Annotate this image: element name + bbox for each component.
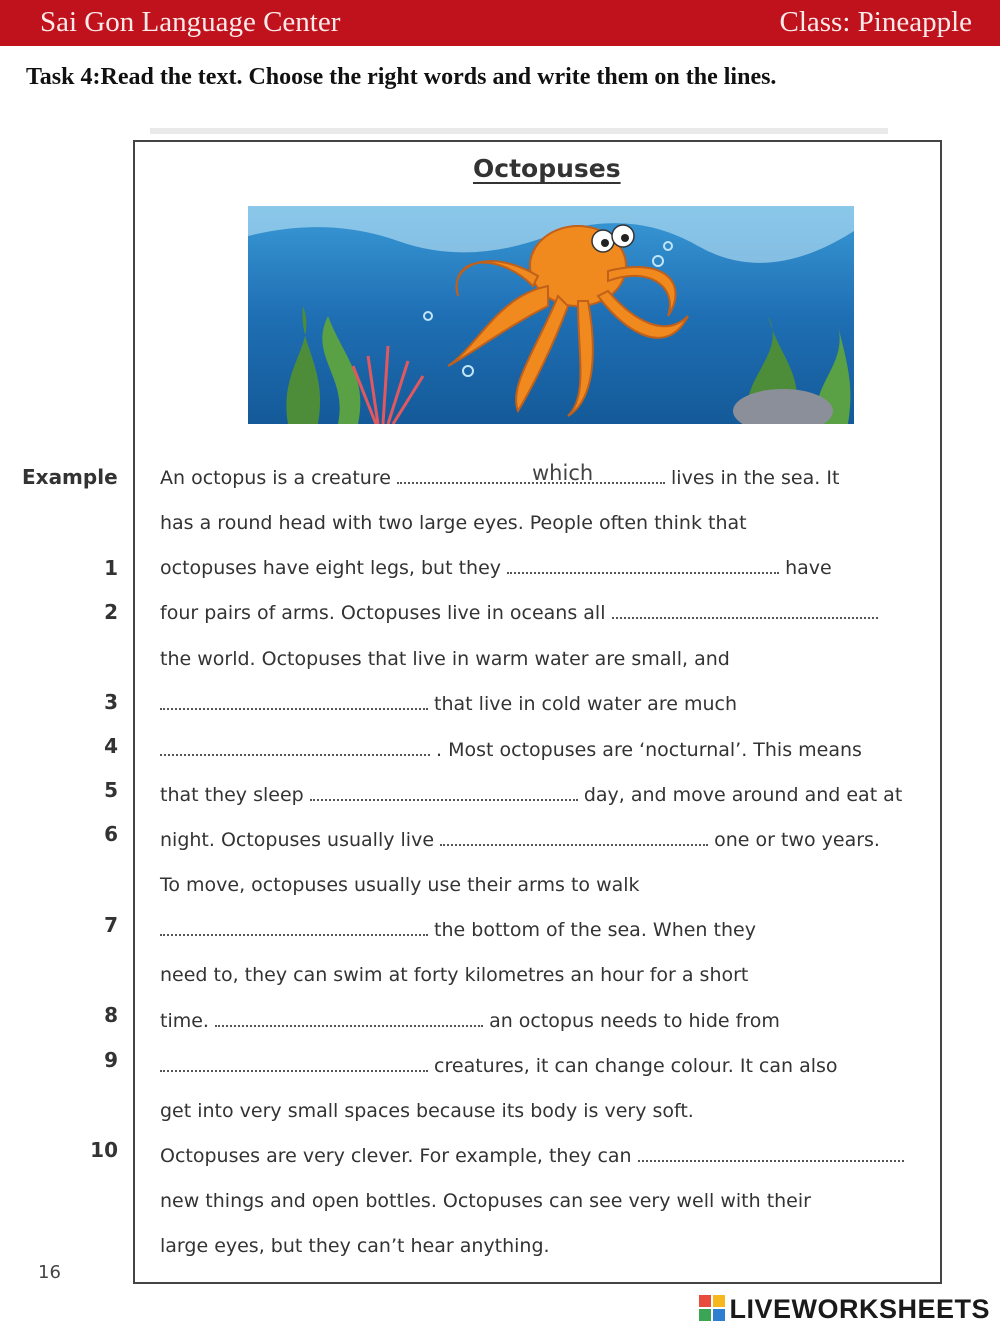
question-number: 1 xyxy=(104,556,118,580)
answer-blank[interactable] xyxy=(160,920,428,936)
answer-blank[interactable] xyxy=(507,558,779,574)
question-number: 2 xyxy=(104,600,118,624)
example-answer: which xyxy=(532,461,594,485)
question-number: 10 xyxy=(90,1138,118,1162)
task-instruction: Task 4:Read the text. Choose the right words and write them on the lines. xyxy=(26,64,777,90)
answer-blank[interactable] xyxy=(310,785,578,801)
page-number: 16 xyxy=(38,1262,61,1283)
question-number: 3 xyxy=(104,690,118,714)
question-number: 6 xyxy=(104,822,118,846)
answer-blank[interactable] xyxy=(397,468,665,484)
text-line: To move, octopuses usually use their arms to walk xyxy=(160,874,640,896)
answer-blank[interactable] xyxy=(160,1056,428,1072)
liveworksheets-logo-icon xyxy=(699,1295,725,1321)
question-number: 5 xyxy=(104,778,118,802)
text-line: four pairs of arms. Octopuses live in oceans all xyxy=(160,602,878,624)
octopus-illustration xyxy=(248,206,854,424)
text-line: new things and open bottles. Octopuses can see very well with their xyxy=(160,1190,811,1212)
text-line: has a round head with two large eyes. People often think that xyxy=(160,512,747,534)
center-name: Sai Gon Language Center xyxy=(40,6,341,38)
liveworksheets-brand[interactable] xyxy=(699,1294,990,1325)
question-number: 9 xyxy=(104,1048,118,1072)
worksheet-title: Octopuses xyxy=(473,154,621,183)
text-line: get into very small spaces because its body is very soft. xyxy=(160,1100,694,1122)
header-bar xyxy=(0,0,1000,46)
text-line: An octopus is a creature lives in the sea. It xyxy=(160,467,840,489)
example-label: Example xyxy=(22,465,118,489)
text-line: the bottom of the sea. When they xyxy=(160,919,756,941)
brand-text: LIVEWORKSHEETS xyxy=(729,1294,990,1324)
answer-blank[interactable] xyxy=(160,740,430,756)
answer-blank[interactable] xyxy=(440,830,708,846)
question-number: 8 xyxy=(104,1003,118,1027)
text-line: night. Octopuses usually live one or two years. xyxy=(160,829,880,851)
text-line: time. an octopus needs to hide from xyxy=(160,1010,780,1032)
answer-blank[interactable] xyxy=(215,1011,483,1027)
text-line: that they sleep day, and move around and eat at xyxy=(160,784,903,806)
answer-blank[interactable] xyxy=(612,603,878,619)
text-line: octopuses have eight legs, but they have xyxy=(160,557,832,579)
text-line: large eyes, but they can’t hear anything. xyxy=(160,1235,550,1257)
class-label: Class: Pineapple xyxy=(779,6,972,38)
text-line: creatures, it can change colour. It can also xyxy=(160,1055,838,1077)
text-line: . Most octopuses are ‘nocturnal’. This means xyxy=(160,739,862,761)
text-line: that live in cold water are much xyxy=(160,693,737,715)
text-line: need to, they can swim at forty kilometres an hour for a short xyxy=(160,964,749,986)
question-number: 4 xyxy=(104,734,118,758)
question-number: 7 xyxy=(104,913,118,937)
answer-blank[interactable] xyxy=(160,694,428,710)
answer-blank[interactable] xyxy=(638,1146,904,1162)
text-line: the world. Octopuses that live in warm water are small, and xyxy=(160,648,730,670)
text-line: Octopuses are very clever. For example, they can xyxy=(160,1145,904,1167)
